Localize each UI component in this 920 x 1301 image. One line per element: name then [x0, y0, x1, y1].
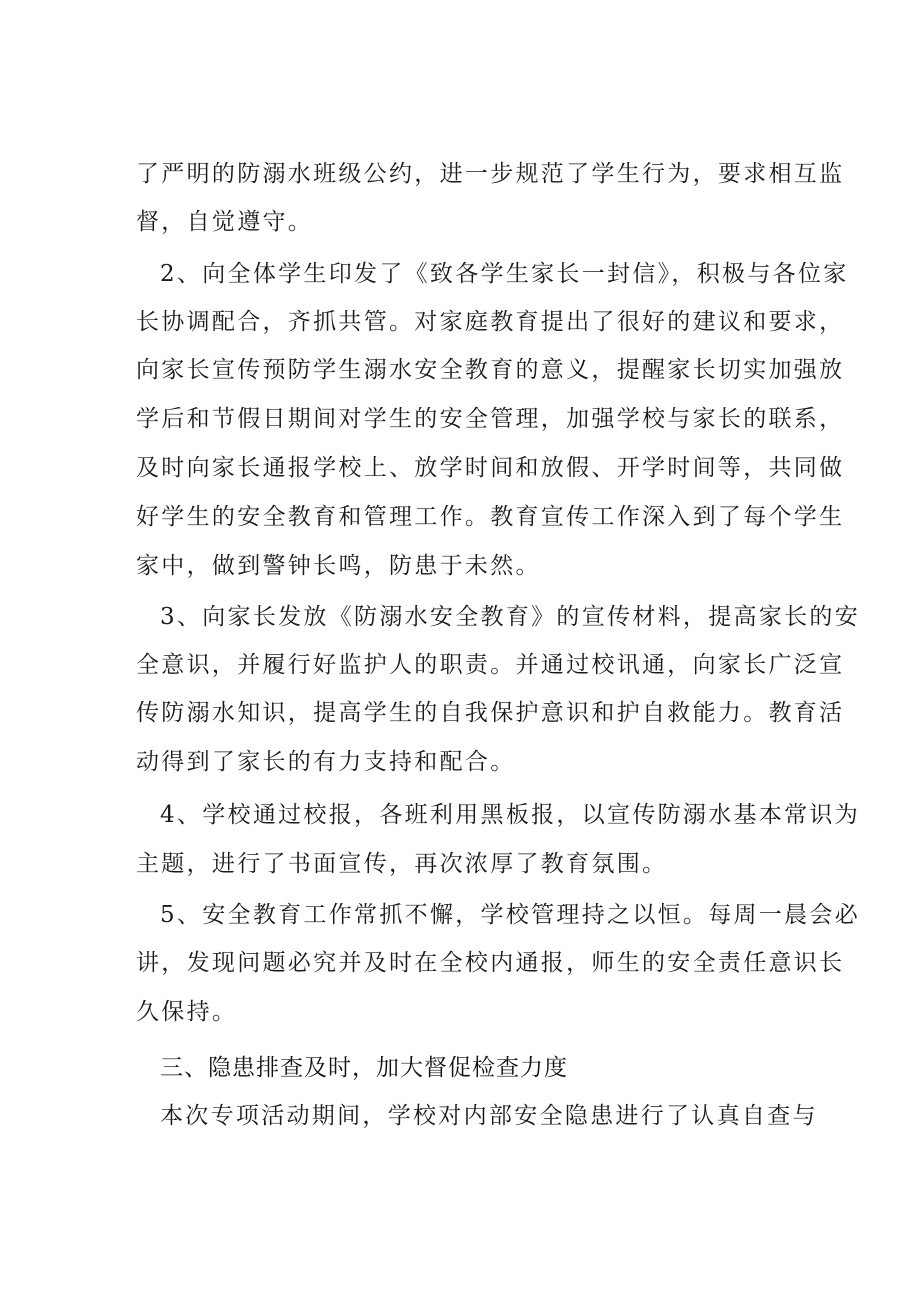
- paragraph-4-line-2: 主题，进行了书面宣传，再次浓厚了教育氛围。: [136, 851, 668, 877]
- paragraph-1-line-2: 督，自觉遵守。: [136, 209, 314, 235]
- paragraph-2-line-6: 好学生的安全教育和管理工作。教育宣传工作深入到了每个学生: [136, 504, 845, 530]
- paragraph-5-line-2: 讲，发现问题必究并及时在全校内通报，师生的安全责任意识长: [136, 950, 845, 976]
- paragraph-2-line-4: 学后和节假日期间对学生的安全管理，加强学校与家长的联系，: [136, 406, 845, 432]
- paragraph-5-line-1: 5、安全教育工作常抓不懈，学校管理持之以恒。每周一晨会必: [160, 902, 861, 928]
- paragraph-2-line-1: 2、向全体学生印发了《致各学生家长一封信》，积极与各位家: [160, 261, 849, 287]
- paragraph-2-line-5: 及时向家长通报学校上、放学时间和放假、开学时间等，共同做: [136, 455, 845, 481]
- paragraph-3-line-2: 全意识，并履行好监护人的职责。并通过校讯通，向家长广泛宣: [136, 652, 845, 678]
- section-3-line-1: 本次专项活动期间，学校对内部安全隐患进行了认真自查与: [160, 1103, 818, 1129]
- paragraph-3-line-3: 传防溺水知识，提高学生的自我保护意识和护自救能力。教育活: [136, 700, 845, 726]
- paragraph-2-line-7: 家中，做到警钟长鸣，防患于未然。: [136, 553, 541, 579]
- paragraph-2-line-3: 向家长宣传预防学生溺水安全教育的意义，提醒家长切实加强放: [136, 357, 845, 383]
- paragraph-5-line-3: 久保持。: [136, 999, 238, 1025]
- section-3-heading: 三、隐患排查及时，加大督促检查力度: [160, 1055, 568, 1081]
- paragraph-3-line-4: 动得到了家长的有力支持和配合。: [136, 749, 516, 775]
- paragraph-3-line-1: 3、向家长发放《防溺水安全教育》的宣传材料，提高家长的安: [160, 604, 861, 630]
- paragraph-1-line-1: 了严明的防溺水班级公约，进一步规范了学生行为，要求相互监: [136, 161, 845, 187]
- paragraph-4-line-1: 4、学校通过校报，各班利用黑板报，以宣传防溺水基本常识为: [160, 802, 861, 828]
- paragraph-2-line-2: 长协调配合，齐抓共管。对家庭教育提出了很好的建议和要求，: [136, 309, 845, 335]
